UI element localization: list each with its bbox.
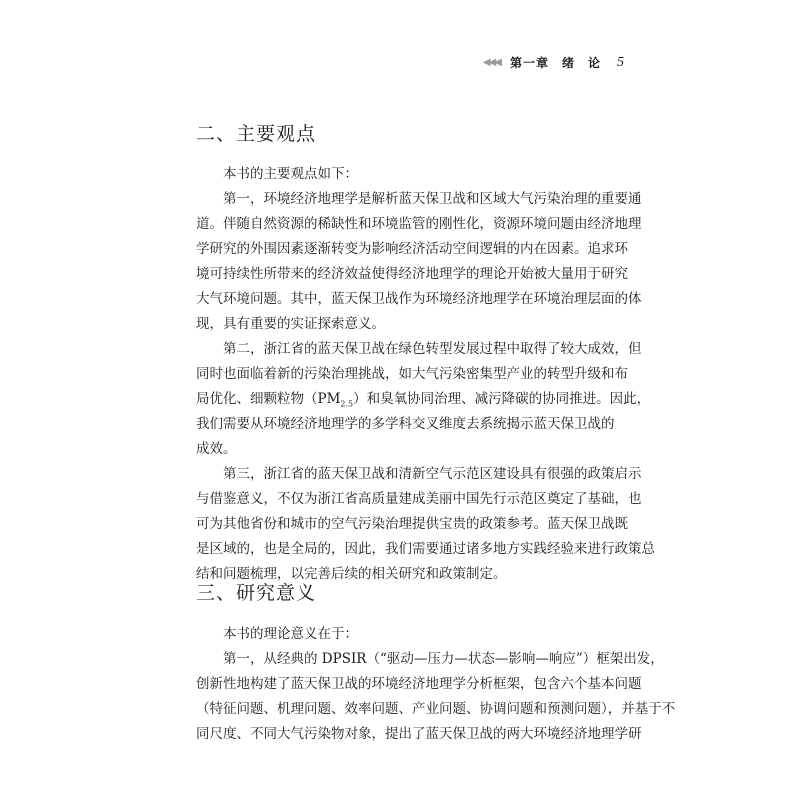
running-header	[483, 54, 624, 71]
text-line: 结和问题梳理，以完善后续的相关研究和政策制定。	[196, 566, 507, 582]
text-line: 境可持续性所带来的经济效益使得经济地理学的理论开始被大量用于研究	[196, 266, 628, 282]
triple-arrow-icon: ◀◀◀	[482, 57, 500, 68]
paragraph	[196, 647, 676, 747]
text-line: 我们需要从环境经济地理学的多学科交叉维度去系统揭示蓝天保卫战的	[196, 416, 615, 432]
text-line: 可为其他省份和城市的空气污染治理提供宝贵的政策参考。蓝天保卫战既	[196, 516, 628, 532]
paragraph	[196, 462, 655, 587]
text-line: 与借鉴意义，不仅为浙江省高质量建成美丽中国先行示范区奠定了基础，也	[196, 491, 642, 507]
text-line: 本书的理论意义在于：	[223, 626, 358, 642]
text-line: 现，具有重要的实证探索意义。	[196, 316, 385, 332]
text-line: 同尺度、不同大气污染物对象，提出了蓝天保卫战的两大环境经济地理学研	[196, 726, 642, 742]
page-number: 5	[617, 54, 624, 70]
text-line: （特征问题、机理问题、效率问题、产业问题、协调问题和预测问题），并基于不	[196, 701, 676, 717]
paragraph	[196, 162, 610, 187]
text-line: 第一，从经典的 DPSIR（“驱动—压力—状态—影响—响应”）框架出发，	[223, 651, 664, 667]
text-line: 学研究的外围因素逐渐转变为影响经济活动空间逻辑的内在因素。追求环	[196, 241, 628, 257]
section-heading-main-views: 二、主要观点	[196, 123, 317, 145]
paragraph	[196, 187, 642, 337]
chapter-title: 第一章 绪 论	[509, 56, 601, 70]
text-line: 是区域的，也是全局的，因此，我们需要通过诸多地方实践经验来进行政策总	[196, 541, 655, 557]
section-heading-significance: 三、研究意义	[196, 582, 317, 604]
section-body-significance	[196, 622, 676, 747]
text-line: 第二，浙江省的蓝天保卫战在绿色转型发展过程中取得了较大成效，但	[223, 341, 642, 357]
text-line: 第一，环境经济地理学是解析蓝天保卫战和区域大气污染治理的重要通	[223, 191, 642, 207]
text-line: 同时也面临着新的污染治理挑战，如大气污染密集型产业的转型升级和布	[196, 366, 628, 382]
text-line: 局优化、细颗粒物$(PM_{2.5})$和臭氧协同治理、减污降碳的协同推进。因此，	[196, 391, 651, 409]
text-line: 大气环境问题。其中，蓝天保卫战作为环境经济地理学在环境治理层面的体	[196, 291, 642, 307]
text-line: 第三，浙江省的蓝天保卫战和清新空气示范区建设具有很强的政策启示	[223, 466, 642, 482]
text-line: 道。伴随自然资源的稀缺性和环境监管的刚性化，资源环境问题由经济地理	[196, 216, 642, 232]
paragraph	[196, 337, 651, 462]
text-line: 创新性地构建了蓝天保卫战的环境经济地理学分析框架，包含六个基本问题	[196, 676, 642, 692]
text-line: 本书的主要观点如下：	[223, 166, 358, 182]
paragraph	[196, 622, 610, 647]
section-body-main-views	[196, 162, 655, 587]
text-line: 成效。	[196, 441, 237, 457]
